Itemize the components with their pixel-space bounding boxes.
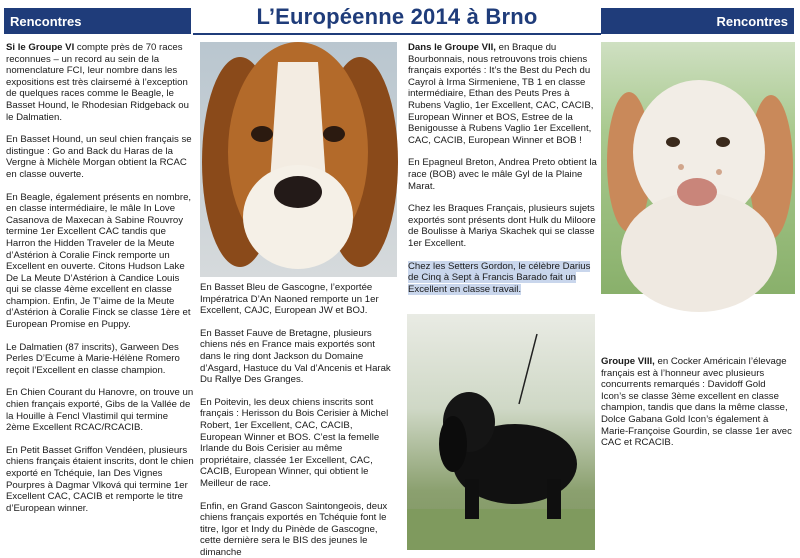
paragraph: Enfin, en Grand Gascon Saintongeois, deux chiens français exportés en Tchéquie font le titre, Igor et Indy du Pinède de Gascogne, cette dernière sera le BIS des jeunes le dimanche [200,501,396,558]
article-column-4 [601,356,793,460]
paragraph: Chez les Braques Français, plusieurs sujets exportés sont présents dont Hulk du Miloore de Boulisse à Mariya Skachek qui se classe 1er Excellent. [408,203,598,249]
page-title: L’Européenne 2014 à Brno [193,4,601,30]
paragraph: En Chien Courant du Hanovre, on trouve un chien français exporté, Gibs de la Vallée de la Houille à Fencl Vlastimil qui termine 2ème Excellent RCAC/RCACIB. [6,387,194,433]
paragraph: En Epagneul Breton, Andrea Preto obtient la race (BOB) avec le mâle Gyl de la Plaine Marat. [408,157,598,192]
text-selection: Chez les Setters Gordon, le célèbre Darius de Cinq à Sept à Francis Barado fait un Excellent en classe travail. [408,261,590,295]
section-label-left: Rencontres [10,14,82,29]
paragraph: En Petit Basset Griffon Vendéen, plusieurs chiens français étaient inscrits, dont le chien exporté en Tchéquie, Ian Des Vignes Pourpres à Dagmar Vlková qui termine 1er Excellent CAC, CACIB et remporte le titre d’European winner. [6,445,194,515]
cocker-photo [407,314,595,550]
section-tab-left [4,8,191,34]
paragraph: Groupe VIII, en Cocker Américain l’élevage français est à l’honneur avec plusieurs concurrents remarqués : Davidoff Gold Icon’s se classe 3ème excellent en classe champion, tandis que dans la même classe, Dolce Gabana Gold Icon’s également à Marie-Françoise Gourdin, se classe 1er avec CAC et RCACIB. [601,356,793,449]
paragraph: En Basset Bleu de Gascogne, l’exportée Impératrica D’An Naoned remporte un 1er Excellent, CAJC, European JW et BOJ. [200,282,396,317]
article-column-2 [200,282,396,550]
paragraph: En Basset Fauve de Bretagne, plusieurs chiens nés en France mais exportés sont dans le ring dont Jackson du Domaine d’Asgard, Hastuce du Val d’Ancenis et Harak Du Rallye Des Granges. [200,328,396,386]
paragraph: En Poitevin, les deux chiens inscrits sont français : Herisson du Bois Cerisier à Michel Robert, 1er Excellent, CAC, CACIB, European Winner et BOS. C’est la femelle Irlande du Bois Cerisier au même propriétaire, classée 1er Excellent, CAC, CACIB, European Winner, qui obtient le Meilleur de race. [200,397,396,490]
braque-photo [601,42,795,294]
paragraph: En Basset Hound, un seul chien français se distingue : Go and Back du Haras de la Vergne à Michèle Morgan obtient la RCAC en classe ouverte. [6,134,194,180]
paragraph: Dans le Groupe VII, en Braque du Bourbonnais, nous retrouvons trois chiens français exportés : It’s the Best du Pech du Cayrol à Irma Sirmeniene, TB 1 en classe intermédiaire, Ethan des Peuts Pres à Rubens Vaglio, 1er Excellent, CAC, CACIB, European Winner et BOS, Estree de la Benigousse à Rubens Vaglio 1er Excellent, CAC, CACIB, European Winner et BOB ! [408,42,598,146]
paragraph: En Beagle, également présents en nombre, en classe intermédiaire, le mâle In Love Casanova de Maxecan à Sabine Rouvroy termine 1er Excellent CAC tandis que Harron the Hidden Traveler de la Meute d’Astérion à Coralie Finck remporte un Excellent en ouverte. Citons Hudson Lake De La Meute D’Astérion à Candice Louis qui se classe 4ème excellent en classe champion. Enfin, Je T’aime de la Meute d’Astérion à Coralie Finck se classe 1ère et European Promise en Puppy. [6,192,194,331]
highlighted-paragraph [408,261,598,296]
title-divider [193,33,601,35]
article-column-1 [6,42,194,525]
paragraph: Le Dalmatien (87 inscrits), Garween Des Perles D’Ecume à Marie-Hélène Romero reçoit l’Excellent en classe champion. [6,342,194,377]
section-label-right: Rencontres [716,14,788,29]
article-column-3 [408,42,598,306]
paragraph: Si le Groupe VI compte près de 70 races reconnues – un record au sein de la nomenclature FCI, leur nombre dans les expositions est très clairsemé à l’exception de quelques races comme le Beagle, le Basset Hound, le Rhodesian Ridgeback ou le Dalmatien. [6,42,194,123]
section-tab-right [601,8,794,34]
beagle-photo [200,42,397,277]
